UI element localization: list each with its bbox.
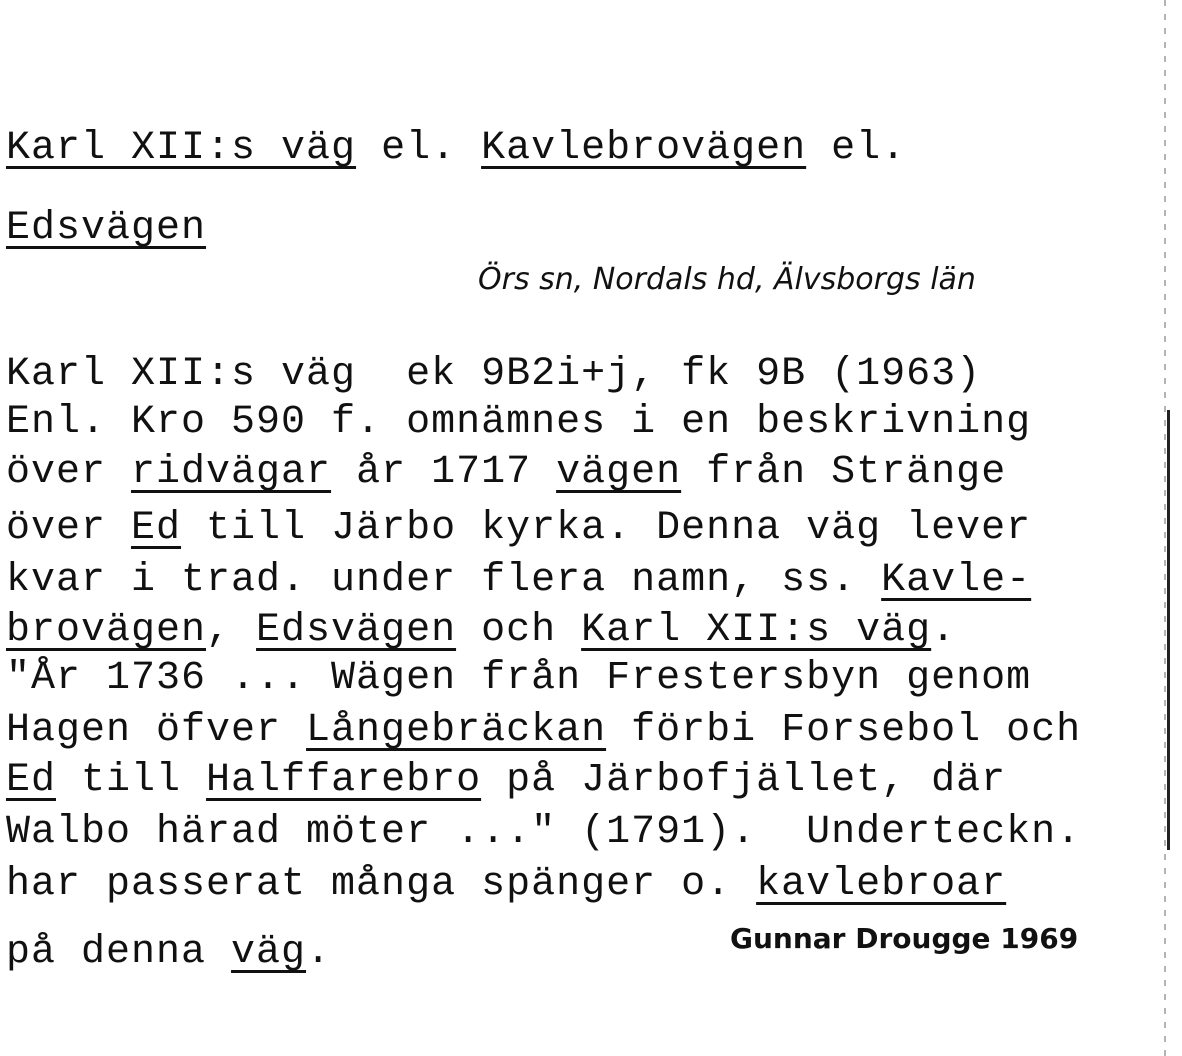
body-text: . [306, 930, 332, 975]
body-text: . [931, 608, 957, 653]
body-line-4 [6, 506, 1031, 551]
body-line-11 [6, 862, 1006, 907]
body-text: förbi Forsebol och [606, 708, 1082, 753]
body-text: , [206, 608, 257, 653]
underlined-term: Ed [6, 758, 57, 803]
body-text: kvar i trad. under flera namn, ss. [6, 558, 882, 603]
underlined-term: Edsvägen [256, 608, 457, 653]
body-line-3 [6, 450, 1006, 495]
underlined-term: Ed [131, 506, 182, 551]
underlined-term: väg [231, 930, 307, 975]
underlined-term: Karl XII:s väg [581, 608, 932, 653]
body-line-1: Karl XII:s väg ek 9B2i+j, fk 9B (1963) [6, 352, 982, 397]
body-text: på denna [6, 930, 232, 975]
body-line-5 [6, 558, 1031, 603]
underlined-term: Långebräckan [306, 708, 607, 753]
body-text: till [56, 758, 207, 803]
body-text: har passerat många spänger o. [6, 862, 757, 907]
underlined-term: vägen [556, 450, 682, 495]
body-line-6 [6, 608, 956, 653]
heading-line-1 [6, 126, 906, 171]
heading-line-2 [6, 206, 206, 251]
underlined-term: Halffarebro [206, 758, 482, 803]
underlined-term: Kavle- [881, 558, 1032, 603]
card-edge-bar [1167, 410, 1170, 850]
heading-sep-1: el. [356, 126, 482, 171]
locality-line: Örs sn, Nordals hd, Älvsborgs län [478, 262, 976, 297]
body-text: över [6, 450, 132, 495]
body-line-8 [6, 708, 1081, 753]
body-text: från Stränge [681, 450, 1007, 495]
body-text: år 1717 [331, 450, 557, 495]
body-text: och [456, 608, 582, 653]
underlined-term: ridvägar [131, 450, 332, 495]
body-text: Hagen öfver [6, 708, 307, 753]
signature: Gunnar Drougge 1969 [730, 922, 1079, 955]
body-line-7: "År 1736 ... Wägen från Frestersbyn genom [6, 656, 1032, 701]
body-text: till Järbo kyrka. Denna väg lever [181, 506, 1032, 551]
body-text: på Järbofjället, där [481, 758, 1007, 803]
underlined-term: kavlebroar [756, 862, 1007, 907]
heading-name-1: Karl XII:s väg [6, 126, 357, 171]
body-line-12 [6, 930, 331, 975]
heading-name-3: Edsvägen [6, 206, 207, 251]
body-line-10: Walbo härad möter ..." (1791). Underteckn. [6, 810, 1082, 855]
heading-name-2: Kavlebrovägen [481, 126, 807, 171]
body-line-2: Enl. Kro 590 f. omnämnes i en beskrivning [6, 400, 1032, 445]
heading-sep-2: el. [806, 126, 907, 171]
underlined-term: brovägen [6, 608, 207, 653]
card-edge-mark [1164, 0, 1166, 1056]
body-line-9 [6, 758, 1006, 803]
body-text: över [6, 506, 132, 551]
